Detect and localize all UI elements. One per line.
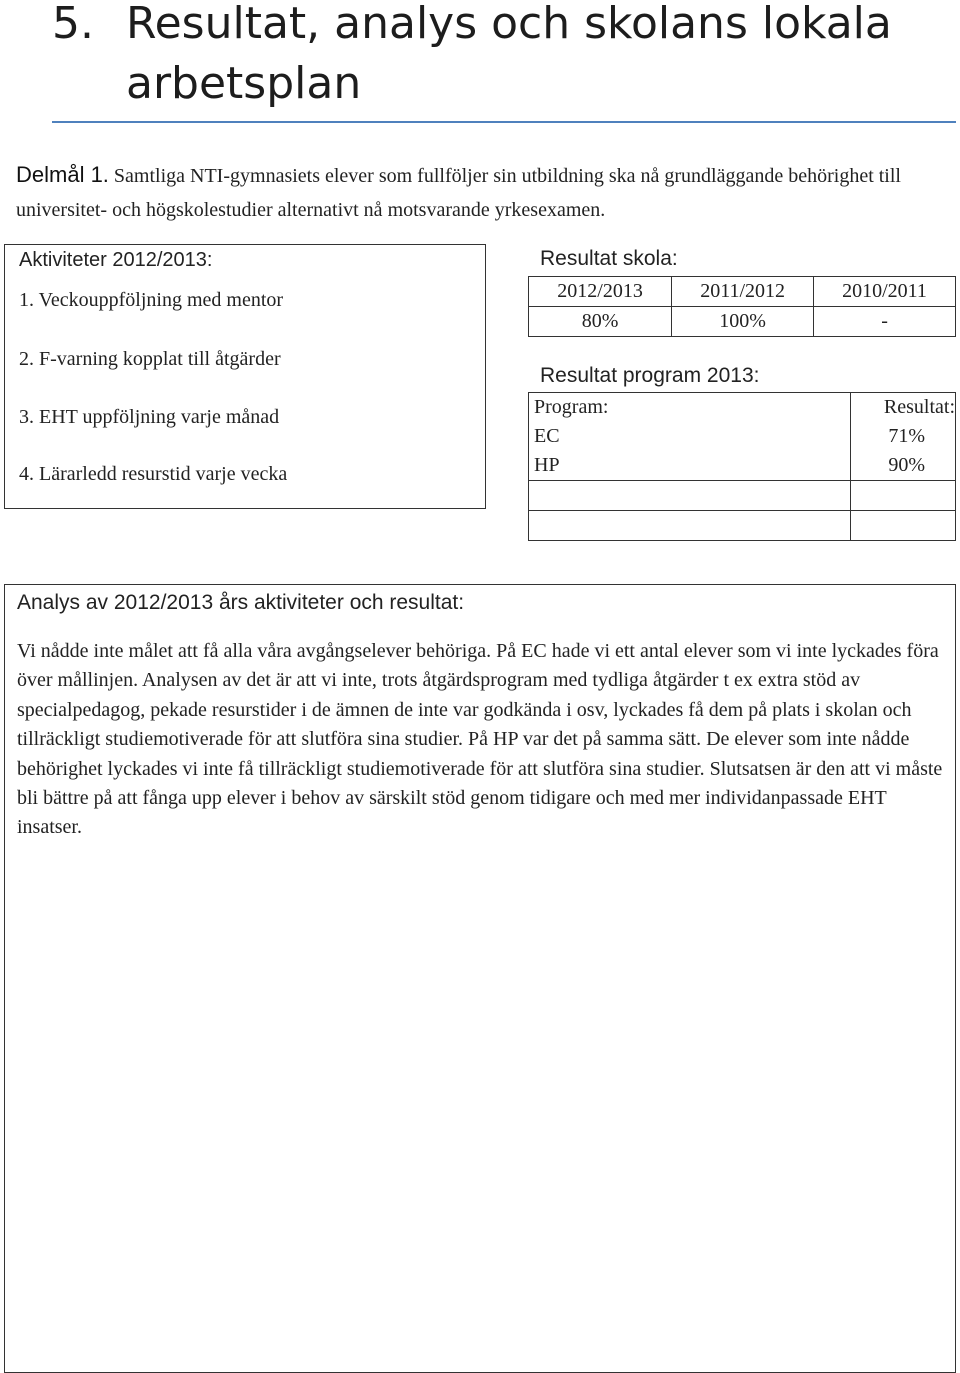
section-number: 5. (52, 0, 94, 49)
analysis-box (4, 584, 956, 1373)
school-results-table (528, 276, 956, 337)
program-results-table (528, 392, 956, 541)
column-header: Program: (529, 393, 851, 423)
year-cell: 2012/2013 (529, 277, 672, 307)
table-row (529, 277, 956, 307)
result-cell (851, 511, 956, 541)
value-cell: 80% (529, 307, 672, 337)
program-cell: HP (529, 451, 851, 481)
activity-item: 3. EHT uppföljning varje månad (19, 406, 280, 428)
activities-title: Aktiviteter 2012/2013: (19, 249, 213, 271)
year-cell: 2011/2012 (672, 277, 814, 307)
table-header-row (529, 393, 956, 423)
analysis-text: Vi nådde inte målet att få alla våra avgångselever behöriga. På EC hade vi ett antal elever som vi inte lyckades föra över mållinjen. Analysen av det är att vi inte, trots åtgärdsprogram med tydliga åtgärder t ex extra stöd av specialpedagog, pekade resurstider i de ämnen de inte var godkända i osv, lyckades få dem på plats i skolan och tillräckligt studiemotiverade för att slutföra sina studier. På HP var det på samma sätt. De elever som inte nådde behörighet lyckades vi inte få tillräckligt studiemotiverade för att slutföra sina studier. Slutsatsen är den att vi måste bli bättre på att fånga upp elever i behov av särskilt stöd genom tidigare och med mer individanpassade EHT insatser. (17, 640, 943, 839)
section-title-line2: arbetsplan (126, 58, 362, 109)
result-cell (851, 481, 956, 511)
goal-paragraph (16, 158, 946, 227)
activity-item: 4. Lärarledd resurstid varje vecka (19, 463, 288, 485)
table-row (529, 422, 956, 451)
activity-item: 2. F-varning kopplat till åtgärder (19, 348, 281, 370)
program-cell: EC (529, 422, 851, 451)
section-heading (52, 0, 952, 114)
result-cell: 90% (851, 451, 956, 481)
program-cell (529, 481, 851, 511)
value-cell: - (814, 307, 956, 337)
section-title-line1: Resultat, analys och skolans lokala (126, 0, 892, 49)
table-row (529, 511, 956, 541)
program-results-title: Resultat program 2013: (540, 364, 760, 387)
goal-text: Samtliga NTI-gymnasiets elever som fullföljer sin utbildning ska nå grundläggande behörighet till universitet- och högskolestudier alternativt nå motsvarande yrkesexamen. (16, 165, 901, 221)
year-cell: 2010/2011 (814, 277, 956, 307)
heading-rule (52, 121, 956, 123)
activity-item: 1. Veckouppföljning med mentor (19, 289, 284, 311)
table-row (529, 451, 956, 481)
table-row (529, 481, 956, 511)
result-cell: 71% (851, 422, 956, 451)
column-header: Resultat: (851, 393, 956, 423)
analysis-title: Analys av 2012/2013 års aktiviteter och resultat: (17, 591, 465, 614)
goal-label: Delmål 1. (16, 162, 109, 187)
activities-box (4, 244, 486, 509)
value-cell: 100% (672, 307, 814, 337)
program-cell (529, 511, 851, 541)
school-results-title: Resultat skola: (540, 247, 678, 270)
table-row (529, 307, 956, 337)
